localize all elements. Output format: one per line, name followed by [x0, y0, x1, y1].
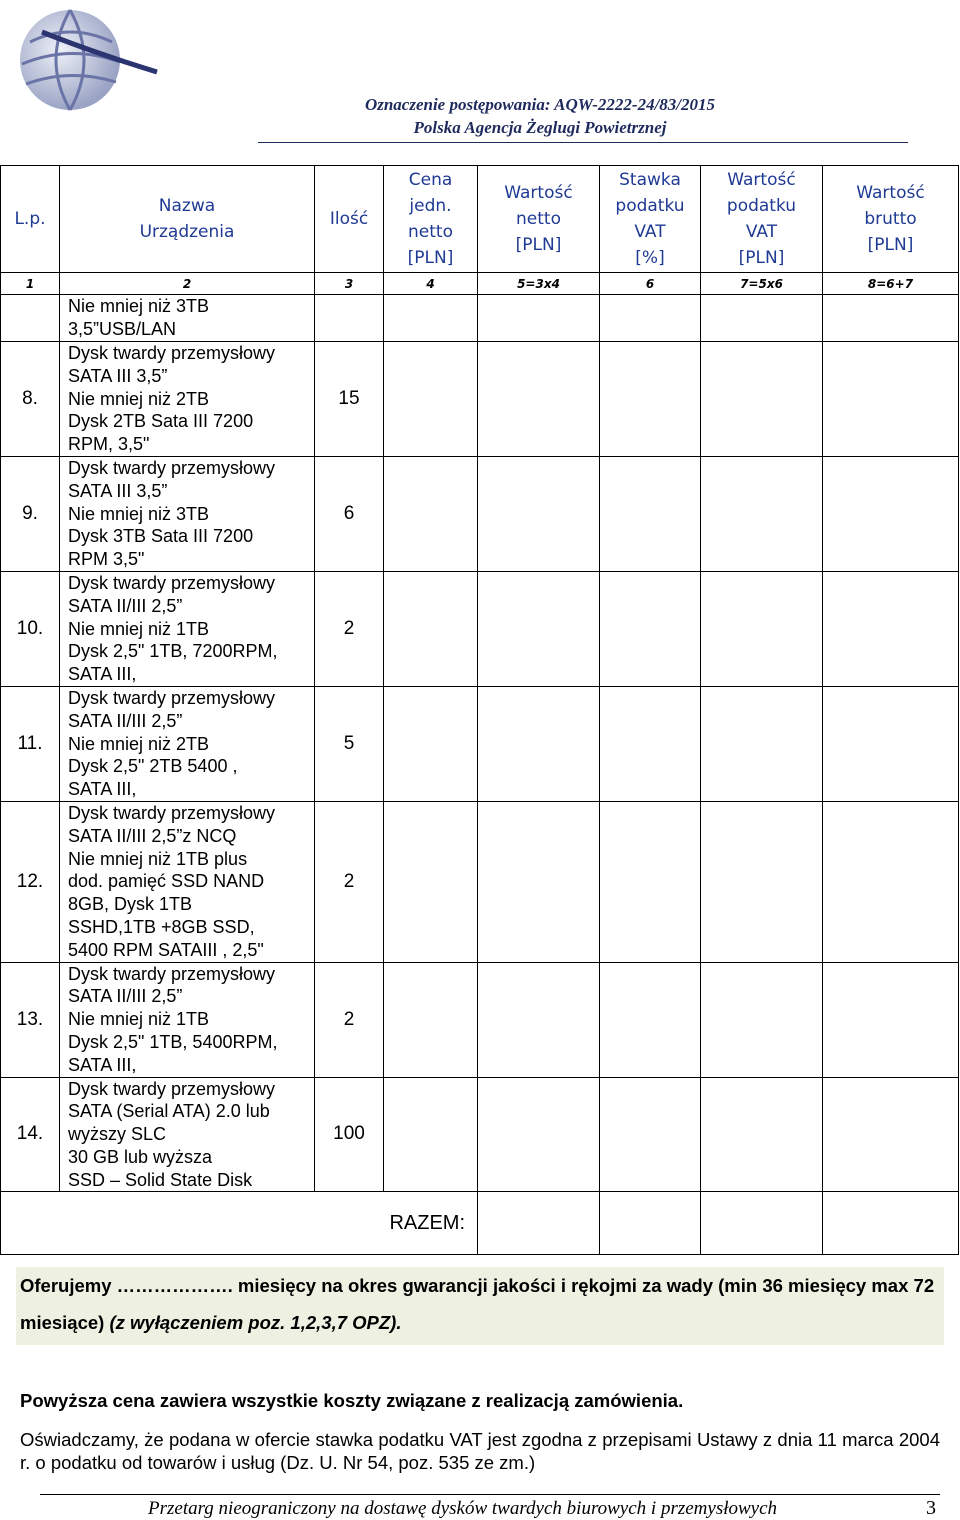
- quantity: 5: [315, 686, 384, 801]
- column-number: 8=6+7: [823, 273, 959, 295]
- row-number: 11.: [1, 686, 60, 801]
- device-name: Dysk twardy przemysłowy SATA II/III 2,5” Nie mniej niż 2TB Dysk 2,5" 2TB 5400 , SATA III,: [60, 686, 315, 801]
- net-value-cell[interactable]: [478, 571, 600, 686]
- col-header-unit-price: Cena jedn. netto [PLN]: [384, 166, 478, 273]
- quantity: 6: [315, 456, 384, 571]
- device-name: Nie mniej niż 3TB 3,5”USB/LAN: [60, 295, 315, 342]
- row-number: [1, 295, 60, 342]
- device-name: Dysk twardy przemysłowy SATA III 3,5” Nie mniej niż 3TB Dysk 3TB Sata III 7200 RPM 3,5": [60, 456, 315, 571]
- vat-value-cell[interactable]: [701, 456, 823, 571]
- unit-price-cell[interactable]: [384, 686, 478, 801]
- page-number: 3: [926, 1497, 936, 1519]
- column-number: 5=3x4: [478, 273, 600, 295]
- gross-value-cell[interactable]: [823, 571, 959, 686]
- warranty-offer-text: Oferujemy ………………. miesięcy na okres gwarancji jakości i rękojmi za wady (min 36 miesięcy max 72 miesiące): [20, 1275, 935, 1333]
- column-number: 2: [60, 273, 315, 295]
- total-label: RAZEM:: [1, 1192, 478, 1255]
- quantity: 2: [315, 801, 384, 962]
- row-number: 8.: [1, 342, 60, 457]
- unit-price-cell[interactable]: [384, 571, 478, 686]
- procedure-reference: Oznaczenie postępowania: AQW-2222-24/83/2015: [364, 95, 716, 114]
- net-value-cell[interactable]: [478, 342, 600, 457]
- vat-value-cell[interactable]: [701, 962, 823, 1077]
- device-name: Dysk twardy przemysłowy SATA II/III 2,5” Nie mniej niż 1TB Dysk 2,5" 1TB, 7200RPM, SATA III,: [60, 571, 315, 686]
- total-vat-value-cell[interactable]: [701, 1192, 823, 1255]
- unit-price-cell[interactable]: [384, 1077, 478, 1192]
- row-number: 13.: [1, 962, 60, 1077]
- col-header-name: Nazwa Urządzenia: [60, 166, 315, 273]
- unit-price-cell[interactable]: [384, 295, 478, 342]
- footer-divider: [40, 1494, 940, 1495]
- net-value-cell[interactable]: [478, 295, 600, 342]
- net-value-cell[interactable]: [478, 456, 600, 571]
- col-header-qty: Ilość: [315, 166, 384, 273]
- quantity: 100: [315, 1077, 384, 1192]
- total-net-value-cell[interactable]: [478, 1192, 600, 1255]
- net-value-cell[interactable]: [478, 1077, 600, 1192]
- net-value-cell[interactable]: [478, 801, 600, 962]
- device-name: Dysk twardy przemysłowy SATA II/III 2,5” Nie mniej niż 1TB Dysk 2,5" 1TB, 5400RPM, SATA III,: [60, 962, 315, 1077]
- column-number: 3: [315, 273, 384, 295]
- device-name: Dysk twardy przemysłowy SATA III 3,5” Nie mniej niż 2TB Dysk 2TB Sata III 7200 RPM, 3,5": [60, 342, 315, 457]
- vat-value-cell[interactable]: [701, 686, 823, 801]
- device-name: Dysk twardy przemysłowy SATA II/III 2,5”z NCQ Nie mniej niż 1TB plus dod. pamięć SSD NAND 8GB, Dysk 1TB SSHD,1TB +8GB SSD, 5400 RPM SATAIII , 2,5": [60, 801, 315, 962]
- warranty-offer-exclusion: (z wyłączeniem poz. 1,2,3,7 OPZ).: [109, 1312, 402, 1333]
- total-gross-value-cell[interactable]: [823, 1192, 959, 1255]
- warranty-offer: [16, 1267, 944, 1345]
- quantity: 2: [315, 962, 384, 1077]
- row-number: 14.: [1, 1077, 60, 1192]
- vat-value-cell[interactable]: [701, 295, 823, 342]
- vat-rate-cell[interactable]: [600, 801, 701, 962]
- gross-value-cell[interactable]: [823, 686, 959, 801]
- gross-value-cell[interactable]: [823, 456, 959, 571]
- row-number: 9.: [1, 456, 60, 571]
- unit-price-cell[interactable]: [384, 456, 478, 571]
- price-note: Powyższa cena zawiera wszystkie koszty związane z realizacją zamówienia.: [20, 1390, 684, 1411]
- vat-value-cell[interactable]: [701, 342, 823, 457]
- table-row: [1, 1077, 959, 1192]
- quantity: 2: [315, 571, 384, 686]
- quantity: [315, 295, 384, 342]
- vat-rate-cell[interactable]: [600, 295, 701, 342]
- device-name: Dysk twardy przemysłowy SATA (Serial ATA) 2.0 lub wyższy SLC 30 GB lub wyższa SSD – Solid State Disk: [60, 1077, 315, 1192]
- table-row: [1, 801, 959, 962]
- row-number: 10.: [1, 571, 60, 686]
- column-number: 6: [600, 273, 701, 295]
- column-number: 7=5x6: [701, 273, 823, 295]
- header-divider: [258, 142, 908, 143]
- total-row: [1, 1192, 959, 1255]
- gross-value-cell[interactable]: [823, 295, 959, 342]
- column-number: 1: [1, 273, 60, 295]
- agency-name: Polska Agencja Żeglugi Powietrznej: [413, 118, 667, 137]
- vat-value-cell[interactable]: [701, 571, 823, 686]
- table-row: [1, 456, 959, 571]
- gross-value-cell[interactable]: [823, 962, 959, 1077]
- col-header-lp: L.p.: [1, 166, 60, 273]
- vat-value-cell[interactable]: [701, 801, 823, 962]
- gross-value-cell[interactable]: [823, 801, 959, 962]
- vat-rate-cell[interactable]: [600, 686, 701, 801]
- vat-rate-cell[interactable]: [600, 342, 701, 457]
- vat-statement: Oświadczamy, że podana w ofercie stawka podatku VAT jest zgodna z przepisami Ustawy z dnia 11 marca 2004 r. o podatku od towarów i usług (Dz. U. Nr 54, poz. 535 ze zm.): [20, 1429, 940, 1473]
- table-row: [1, 571, 959, 686]
- table-row: [1, 342, 959, 457]
- col-header-net-value: Wartość netto [PLN]: [478, 166, 600, 273]
- unit-price-cell[interactable]: [384, 962, 478, 1077]
- net-value-cell[interactable]: [478, 686, 600, 801]
- total-vat-rate-cell[interactable]: [600, 1192, 701, 1255]
- net-value-cell[interactable]: [478, 962, 600, 1077]
- quantity: 15: [315, 342, 384, 457]
- table-header-row: [1, 166, 959, 273]
- vat-rate-cell[interactable]: [600, 456, 701, 571]
- col-header-vat-value: Wartość podatku VAT [PLN]: [701, 166, 823, 273]
- vat-rate-cell[interactable]: [600, 1077, 701, 1192]
- vat-value-cell[interactable]: [701, 1077, 823, 1192]
- vat-rate-cell[interactable]: [600, 962, 701, 1077]
- unit-price-cell[interactable]: [384, 801, 478, 962]
- footer-text: Przetarg nieograniczony na dostawę dysków twardych biurowych i przemysłowych: [148, 1498, 778, 1519]
- table-row: [1, 295, 959, 342]
- unit-price-cell[interactable]: [384, 342, 478, 457]
- gross-value-cell[interactable]: [823, 1077, 959, 1192]
- vat-rate-cell[interactable]: [600, 571, 701, 686]
- column-number: 4: [384, 273, 478, 295]
- price-table: [0, 165, 959, 1255]
- table-row: [1, 962, 959, 1077]
- table-row: [1, 686, 959, 801]
- col-header-gross-value: Wartość brutto [PLN]: [823, 166, 959, 273]
- col-header-vat-rate: Stawka podatku VAT [%]: [600, 166, 701, 273]
- column-number-row: [1, 273, 959, 295]
- row-number: 12.: [1, 801, 60, 962]
- gross-value-cell[interactable]: [823, 342, 959, 457]
